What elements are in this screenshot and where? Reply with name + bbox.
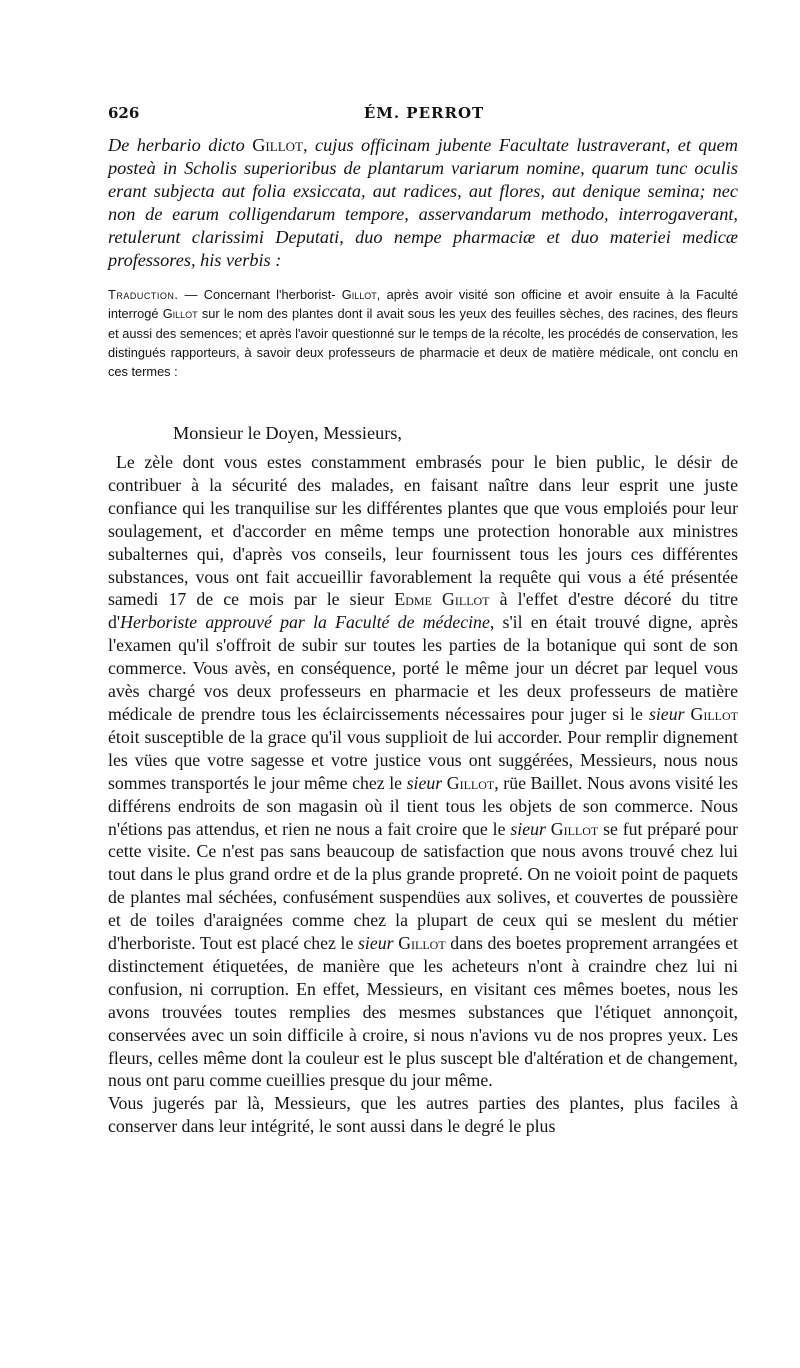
- latin-paragraph: [108, 134, 738, 272]
- italic-text: Herboriste approuvé par la Faculté de médecine: [120, 612, 490, 633]
- report-body: [108, 451, 738, 1138]
- person-name: Gillot: [550, 818, 599, 839]
- person-name: Gillot: [690, 703, 738, 724]
- translation-name: Gillot: [162, 306, 198, 322]
- translation-text: — Concernant l'herborist-: [178, 287, 342, 302]
- latin-name: Gillot: [252, 135, 303, 155]
- translation-text: , après avoir visité son officine et avoir ensuite à la Faculté interrogé: [108, 287, 738, 322]
- italic-text: sieur: [406, 772, 443, 793]
- italic-text: sieur: [648, 703, 685, 724]
- body-paragraph: [108, 1092, 738, 1138]
- body-text: se fut préparé pour cette visite. Ce n'est pas sans beaucoup de satisfaction que nous avons trouvé chez lui tout dans le plus grand ordre et de la plus grande propreté. On ne voioit point de paquets de plantes mal séchées, confusément suspendües aux solives, et couvertes de poussière et de toiles d'araignées comme chez la plupart de ceux qui se meslent du métier d'herboriste. Tout est placé chez le: [108, 818, 739, 954]
- salutation: Monsieur le Doyen, Messieurs,: [173, 423, 402, 443]
- body-text: Le zèle dont vous estes constamment embrasés pour le bien public, le désir de contribuer à la sécurité des malades, en faisant naître dans leur esprit une juste confiance qui les tranquilise sur les différentes plantes que que vous emploiés pour leur soulagement, et d'accorder en même temps une protection honorable aux ministres subalternes qui, d'après vos conseils, leur fournissent tous les jours ces différentes substances, vous ont fait accueillir favorablement la requête qui vous a été présentée samedi 17 de ce mois par le sieur: [108, 452, 738, 610]
- italic-text: sieur: [358, 933, 394, 954]
- translation-name: Gillot: [341, 287, 377, 302]
- translation-text: sur le nom des plantes dont il avait sous les yeux des feuilles sèches, des racines, des fleurs et aussi des semences; et après l'avoir questionné sur le temps de la récolte, les procédés de conservation, les distingués rapporteurs, à savoir deux professeurs de pharmacie et deux de matière médicale, ont conclu en ces termes :: [108, 306, 738, 380]
- latin-text: , cujus officinam jubente Facultate lustraverant, et quem posteà in Scholis superioribus de plantarum variarum nomine, quarum tunc oculis erant subjecta aut folia exsiccata, aut radices, aut flores, aut denique semina; nec non de earum colligendarum tempore, asservandarum methodo, interrogaverant, retulerunt clarissimi Deputati, duo nempe pharmaciæ et duo materiei medicæ professores, his verbis :: [108, 135, 738, 270]
- body-text: à l'effet d'estre décoré du titre d': [108, 589, 738, 633]
- body-text: étoit susceptible de la grace qu'il vous supplioit de lui accorder. Pour remplir dignement les vües que votre sagesse et votre justice vous ont suggérées, Messieurs, nous nous sommes transportés le jour même chez le: [108, 726, 738, 793]
- body-paragraph: [108, 451, 738, 1092]
- person-name: Gillot: [398, 933, 446, 954]
- body-text: Vous jugerés par là, Messieurs, que les autres parties des plantes, plus faciles à conserver dans leur intégrité, le sont aussi dans le degré le plus: [108, 1093, 738, 1137]
- body-text: , rüe Baillet. Nous avons visité les différens endroits de son magasin où il tient tous les objets de son commerce. Nous n'étions pas attendus, et rien ne nous a fait croire que le: [108, 772, 738, 839]
- running-head: ÉM. PERROT: [363, 104, 485, 122]
- page-number: 626: [108, 104, 140, 122]
- page-header: [108, 104, 740, 126]
- person-name: Edme Gillot: [394, 589, 490, 610]
- italic-text: sieur: [510, 818, 546, 839]
- latin-text: De herbario dicto: [108, 135, 253, 155]
- translation-label: Traduction.: [108, 287, 179, 302]
- person-name: Gillot: [446, 772, 495, 793]
- translation-paragraph: [108, 285, 738, 381]
- body-text: , s'il en était trouvé digne, après l'examen qu'il s'offroit de subir sur toutes les parties de la botanique qui sont de son commerce. Vous avès, en conséquence, porté le même jour un décret par lequel vous avès chargé vos deux professeurs en pharmacie et les deux professeurs de matière médicale de prendre tous les éclaircissements nécessaires pour juger si le: [108, 612, 739, 724]
- body-text: dans des boetes proprement arrangées et distinctement étiquetées, de manière que les acheteurs n'ont à craindre chez lui ni confusion, ni corruption. En effet, Messieurs, en visitant ces mêmes boetes, nous les avons trouvées toutes remplies des mesmes substances que l'étiquet annonçoit, conservées avec un soin difficile à croire, si nous n'avions vu de nos propres yeux. Les fleurs, celles même dont la couleur est le plus suscept ble d'altération et de changement, nous ont paru comme cueillies presque du jour même.: [108, 933, 738, 1091]
